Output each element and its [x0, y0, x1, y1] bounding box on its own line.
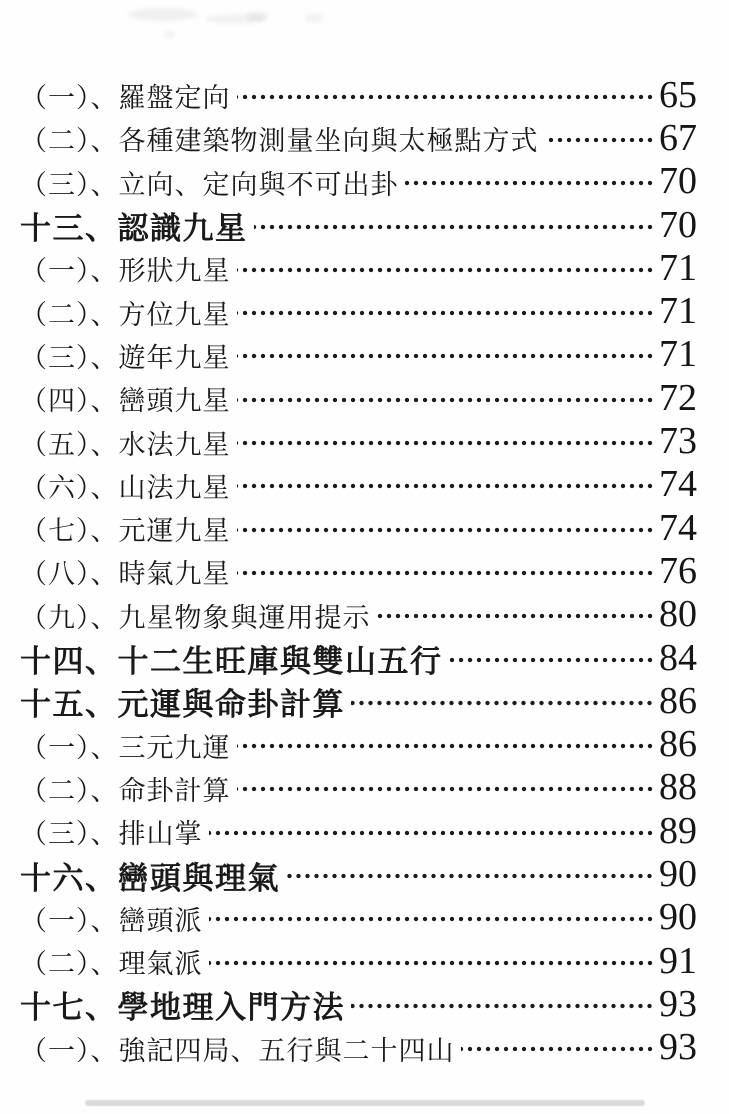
toc-entry — [20, 507, 697, 550]
dot-leader — [209, 915, 655, 923]
toc-entry — [20, 204, 697, 247]
toc-list — [0, 74, 729, 1070]
toc-entry-label: （一）、三元九運 — [20, 732, 231, 763]
toc-entry-label: 十四、十二生旺庫與雙山五行 — [20, 644, 443, 680]
toc-entry-page: 70 — [659, 160, 697, 203]
scan-smudge — [163, 30, 175, 39]
toc-entry — [20, 247, 697, 290]
toc-entry — [20, 464, 697, 507]
toc-entry-label: （九）、九星物象與運用提示 — [20, 602, 371, 633]
toc-entry-label: （四）、巒頭九星 — [20, 386, 231, 417]
toc-entry-page: 84 — [659, 636, 697, 679]
toc-entry-label: （二）、理氣派 — [20, 949, 203, 980]
dot-leader — [449, 656, 655, 664]
dot-leader — [237, 742, 655, 750]
scan-smudge — [128, 8, 198, 21]
dot-leader — [351, 699, 654, 707]
toc-entry-label: （一）、形狀九星 — [20, 256, 231, 287]
toc-entry-page: 88 — [659, 766, 697, 809]
dot-leader — [237, 352, 655, 360]
dot-leader — [461, 1045, 655, 1053]
dot-leader — [237, 309, 655, 317]
toc-entry — [20, 290, 697, 333]
toc-entry-page: 90 — [659, 852, 697, 895]
toc-entry-label: （二）、各種建築物測量坐向與太極點方式 — [20, 126, 539, 157]
toc-entry-page: 80 — [659, 593, 697, 636]
dot-leader — [209, 829, 655, 837]
toc-entry-page: 70 — [659, 203, 697, 246]
dot-leader — [286, 872, 654, 880]
toc-entry-label: （一）、強記四局、五行與二十四山 — [20, 1035, 455, 1066]
toc-entry-page: 90 — [659, 896, 697, 939]
toc-entry-label: （二）、命卦計算 — [20, 775, 231, 806]
toc-entry — [20, 767, 697, 810]
toc-entry — [20, 550, 697, 593]
dot-leader — [254, 223, 655, 231]
toc-entry-label: 十三、認識九星 — [20, 211, 248, 247]
toc-entry-label: （二）、方位九星 — [20, 299, 231, 330]
toc-entry — [20, 983, 697, 1026]
toc-entry-page: 76 — [659, 549, 697, 592]
toc-entry-page: 71 — [659, 290, 697, 333]
toc-entry-page: 72 — [659, 376, 697, 419]
scan-smudge — [247, 12, 269, 21]
toc-entry-label: （三）、立向、定向與不可出卦 — [20, 169, 399, 200]
toc-entry-label: （三）、遊年九星 — [20, 342, 231, 373]
dot-leader — [545, 136, 655, 144]
toc-entry — [20, 377, 697, 420]
toc-entry — [20, 810, 697, 853]
toc-entry — [20, 74, 697, 117]
toc-entry — [20, 420, 697, 463]
toc-entry-label: （三）、排山掌 — [20, 819, 203, 850]
dot-leader — [237, 526, 655, 534]
toc-entry-label: （八）、時氣九星 — [20, 559, 231, 590]
toc-entry — [20, 117, 697, 160]
dot-leader — [237, 439, 655, 447]
toc-entry — [20, 161, 697, 204]
toc-entry — [20, 940, 697, 983]
dot-leader — [209, 959, 655, 967]
toc-entry-page: 93 — [659, 982, 697, 1025]
toc-entry-page: 71 — [659, 246, 697, 289]
toc-entry — [20, 594, 697, 637]
toc-entry-page: 74 — [659, 506, 697, 549]
toc-entry — [20, 897, 697, 940]
toc-entry-page: 65 — [659, 73, 697, 116]
toc-entry-page: 71 — [659, 333, 697, 376]
toc-entry-page: 67 — [659, 116, 697, 159]
toc-entry — [20, 723, 697, 766]
toc-entry-label: （七）、元運九星 — [20, 516, 231, 547]
toc-entry-page: 91 — [659, 939, 697, 982]
dot-leader — [377, 612, 655, 620]
toc-entry — [20, 334, 697, 377]
toc-entry-label: （一）、羅盤定向 — [20, 83, 231, 114]
toc-entry-label: 十五、元運與命卦計算 — [20, 687, 345, 723]
dot-leader — [237, 93, 655, 101]
toc-entry-page: 86 — [659, 723, 697, 766]
toc-entry-label: 十六、巒頭與理氣 — [20, 860, 280, 896]
toc-entry — [20, 1027, 697, 1070]
scan-edge-shadow — [85, 1100, 645, 1106]
toc-entry-page: 89 — [659, 809, 697, 852]
dot-leader — [237, 569, 655, 577]
dot-leader — [237, 266, 655, 274]
scan-smudge — [305, 14, 323, 22]
dot-leader — [351, 1002, 654, 1010]
dot-leader — [237, 482, 655, 490]
toc-entry-page: 93 — [659, 1026, 697, 1069]
toc-entry-label: （五）、水法九星 — [20, 429, 231, 460]
toc-entry — [20, 853, 697, 896]
toc-entry-label: 十七、學地理入門方法 — [20, 990, 345, 1026]
toc-entry-page: 86 — [659, 679, 697, 722]
dot-leader — [237, 785, 655, 793]
toc-entry-page: 74 — [659, 463, 697, 506]
toc-entry — [20, 637, 697, 680]
toc-entry-label: （一）、巒頭派 — [20, 905, 203, 936]
toc-entry-label: （六）、山法九星 — [20, 472, 231, 503]
toc-entry — [20, 680, 697, 723]
dot-leader — [405, 179, 655, 187]
toc-entry-page: 73 — [659, 420, 697, 463]
dot-leader — [237, 396, 655, 404]
